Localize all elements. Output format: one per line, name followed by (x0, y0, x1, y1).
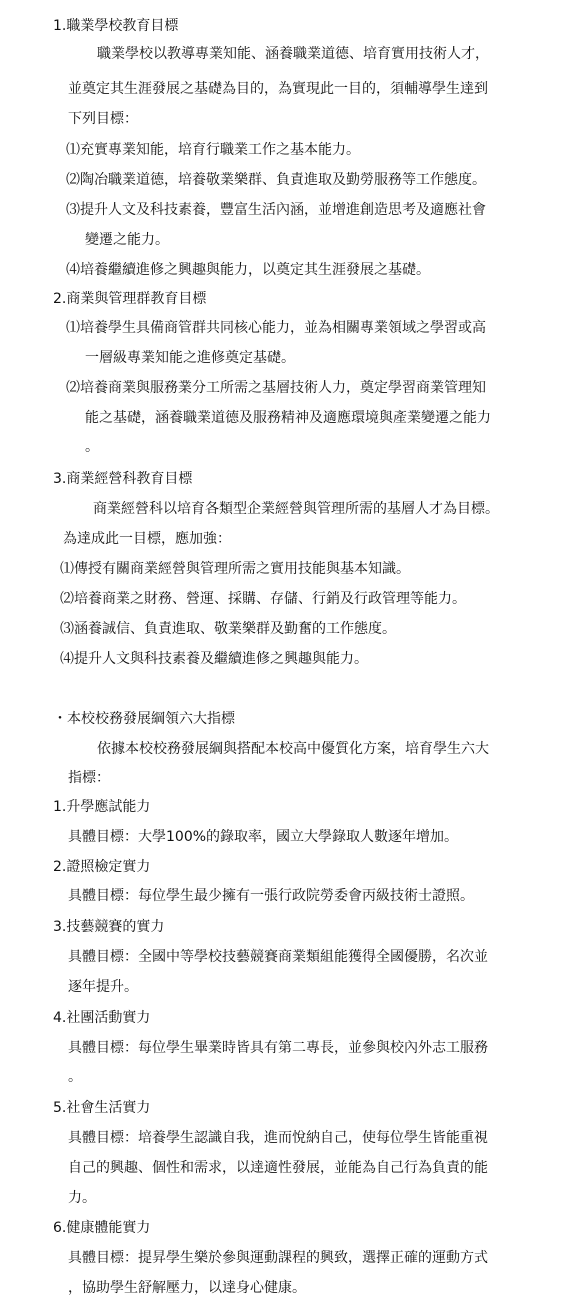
indicator-title: 5.社會生活實力 (53, 1100, 151, 1116)
list-item: ⑷培養繼續進修之興趣與能力，以奠定其生涯發展之基礎。 (66, 262, 430, 278)
list-item: ⑶提升人文及科技素養，豐富生活內涵，並增進創造思考及適應社會 (66, 202, 486, 218)
indicator-goal: 具體目標：全國中等學校技藝競賽商業類組能獲得全國優勝，名次並 (68, 949, 488, 965)
indicator-goal: 具體目標：培養學生認識自我，進而悅納自己，使每位學生皆能重視 (68, 1130, 488, 1146)
indicator-goal-continuation: 。 (68, 1069, 82, 1085)
section-heading: 2.商業與管理群教育目標 (53, 291, 207, 307)
indicator-goal-continuation: 逐年提升。 (68, 979, 138, 995)
indicator-goal-continuation: 力。 (68, 1190, 96, 1206)
paragraph-line: 下列目標： (68, 111, 138, 127)
indicator-title: 1.升學應試能力 (53, 799, 151, 815)
indicator-title: 4.社團活動實力 (53, 1010, 151, 1026)
list-item: ⑵陶冶職業道德，培養敬業樂群、負責進取及勤勞服務等工作態度。 (66, 172, 486, 188)
list-item-continuation: 。 (85, 439, 99, 455)
paragraph-line: 職業學校以教導專業知能、涵養職業道德、培育實用技術人才， (97, 46, 489, 62)
paragraph-line: 為達成此一目標，應加強： (63, 531, 231, 547)
indicator-goal-continuation: 自己的興趣、個性和需求，以達適性發展，並能為自己行為負責的能 (68, 1160, 488, 1176)
paragraph-line: 依據本校校務發展綱與搭配本校高中優質化方案，培育學生六大 (97, 741, 489, 757)
paragraph-line: 指標： (68, 770, 110, 786)
list-item-continuation: 一層級專業知能之進修奠定基礎。 (85, 350, 295, 366)
indicator-title: 6.健康體能實力 (53, 1220, 151, 1236)
indicator-goal: 具體目標：提昇學生樂於參與運動課程的興致，選擇正確的運動方式 (68, 1250, 488, 1266)
list-item: ⑴培養學生具備商管群共同核心能力，並為相關專業領域之學習或高 (66, 320, 486, 336)
list-item: ⑴充實專業知能，培育行職業工作之基本能力。 (66, 142, 360, 158)
indicator-title: 2.證照檢定實力 (53, 859, 151, 875)
list-item-continuation: 變遷之能力。 (85, 232, 169, 248)
paragraph-line: 並奠定其生涯發展之基礎為目的，為實現此一目的，須輔導學生達到 (68, 81, 488, 97)
list-item: ⑵培養商業之財務、營運、採購、存儲、行銷及行政管理等能力。 (60, 591, 466, 607)
indicator-title: 3.技藝競賽的實力 (53, 919, 165, 935)
list-item-continuation: 能之基礎，涵養職業道德及服務精神及適應環境與產業變遷之能力 (85, 410, 491, 426)
list-item: ⑵培養商業與服務業分工所需之基層技術人力，奠定學習商業管理知 (66, 380, 486, 396)
list-item: ⑴傳授有關商業經營與管理所需之實用技能與基本知識。 (60, 561, 410, 577)
list-item: ⑷提升人文與科技素養及繼續進修之興趣與能力。 (60, 651, 368, 667)
section-heading: ・本校校務發展綱領六大指標 (53, 711, 235, 727)
section-heading: 1.職業學校教育目標 (53, 18, 179, 34)
indicator-goal-continuation: ，協助學生舒解壓力，以達身心健康。 (68, 1280, 306, 1296)
indicator-goal: 具體目標：每位學生最少擁有一張行政院勞委會丙級技術士證照。 (68, 888, 474, 904)
indicator-goal: 具體目標：大學100%的錄取率，國立大學錄取人數逐年增加。 (68, 829, 459, 845)
indicator-goal: 具體目標：每位學生畢業時皆具有第二專長，並參與校內外志工服務 (68, 1040, 488, 1056)
paragraph-line: 商業經營科以培育各類型企業經營與管理所需的基層人才為目標。 (93, 501, 499, 517)
list-item: ⑶涵養誠信、負責進取、敬業樂群及勤奮的工作態度。 (60, 621, 396, 637)
section-heading: 3.商業經營科教育目標 (53, 471, 193, 487)
